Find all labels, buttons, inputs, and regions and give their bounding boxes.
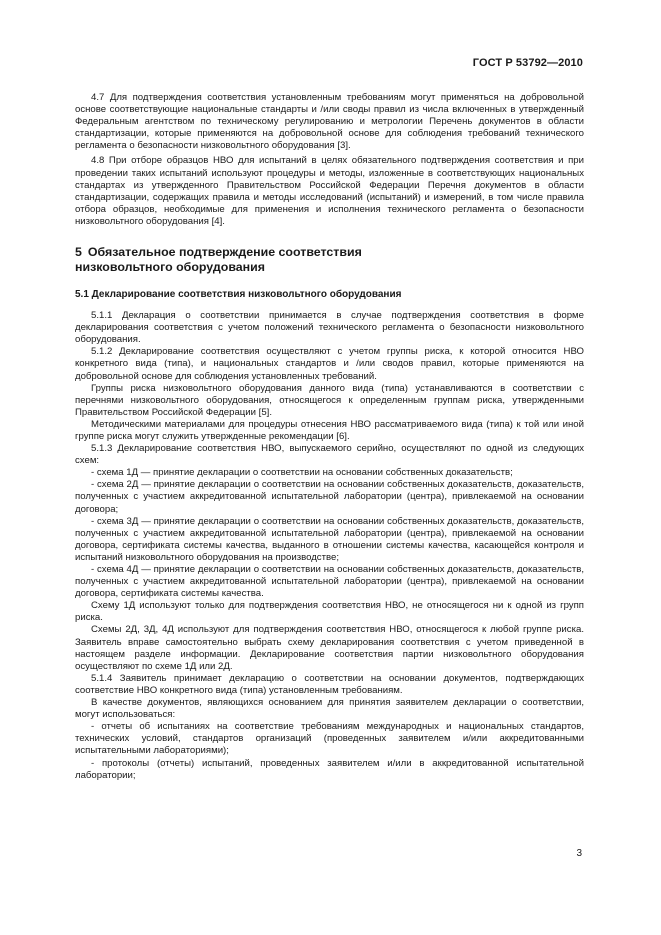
list-item-test-protocols: - протоколы (отчеты) испытаний, проведенных заявителем и/или в аккредитованной испытательной лаборатории; [75, 757, 584, 781]
paragraph-risk-groups: Группы риска низковольтного оборудования данного вида (типа) устанавливаются в соответствии с перечнями низковольтного оборудования, относящегося к определенным группам риска, утвержденными Правительством Российской Федерации [5]. [75, 382, 584, 418]
paragraph-schemes-2d-3d-4d-usage: Схемы 2Д, 3Д, 4Д используют для подтверждения соответствия НВО, относящегося к любой группе риска. Заявитель вправе самостоятельно выбрать схему декларирования соответствия с учетом приведенной в настоящем разделе информации. Декларирование соответствия партии низковольтного оборудования осуществляют по схеме 1Д или 2Д. [75, 624, 584, 672]
list-item-test-reports: - отчеты об испытаниях на соответствие требованиям международных и национальных стандартов, технических условий, стандартов организаций (проведенных заявителем и/или аккредитованными испытательными лабораториями); [75, 721, 584, 757]
paragraph-4-8: 4.8 При отборе образцов НВО для испытаний в целях обязательного подтверждения соответствия и при проведении таких испытаний используют процедуры и методы, изложенные в соответствующих национальных стандартах из утвержденного Правительством Российской Федерации Перечня документов в области стандартизации, содержащих правила и методы исследований (испытаний) и измерений, в том числе правила отбора образцов, необходимые для применения и исполнения технического регламента о безопасности низковольтного оборудования [4]. [75, 155, 584, 227]
paragraph-4-7: 4.7 Для подтверждения соответствия установленным требованиям могут применяться на добровольной основе соответствующие национальные стандарты и /или своды правил из числа включенных в утвержденный Федеральным агентством по техническому регулированию и метрологии Перечень документов в области стандартизации, которые применяются на добровольной основе для соблюдения требований технического регламента о безопасности низковольтного оборудования [3]. [75, 92, 584, 152]
paragraph-documents-basis: В качестве документов, являющихся основанием для принятия заявителем декларации о соответствии, могут использоваться: [75, 697, 584, 721]
paragraph-scheme-1d-usage: Схему 1Д используют только для подтверждения соответствия НВО, не относящегося ни к одной из групп риска. [75, 600, 584, 624]
list-item-scheme-4d: - схема 4Д — принятие декларации о соответствии на основании собственных доказательств, доказательств, полученных с участием аккредитованной испытательной лаборатории (центра), привлекаемой на основании договора, сертификата системы качества. [75, 564, 584, 600]
list-item-scheme-3d: - схема 3Д — принятие декларации о соответствии на основании собственных доказательств, доказательств, полученных с участием аккредитованной испытательной лаборатории (центра), привлекаемой на основании договора, сертификата системы качества, выданного в отношении системы качества, касающейся контроля и испытаний низковольтного оборудования на производстве; [75, 515, 584, 563]
section-5-title-line2: низковольтного оборудования [75, 260, 265, 275]
page-number: 3 [576, 848, 582, 859]
paragraph-methodology: Методическими материалами для процедуры отнесения НВО рассматриваемого вида (типа) к той или иной группе риска могут служить утвержденные рекомендации [6]. [75, 418, 584, 442]
list-item-scheme-2d: - схема 2Д — принятие декларации о соответствии на основании собственных доказательств, доказательств, полученных с участием аккредитованной испытательной лаборатории (центра), привлекаемой на основании договора; [75, 479, 584, 515]
section-5-title-line1: Обязательное подтверждение соответствия [87, 245, 362, 260]
document-code-header: ГОСТ Р 53792—2010 [472, 57, 583, 69]
paragraph-5-1-4: 5.1.4 Заявитель принимает декларацию о соответствии на основании документов, подтверждающих соответствие НВО конкретного вида (типа) установленным требованиям. [75, 672, 584, 696]
subsection-5-1-heading: 5.1 Декларирование соответствия низковольтного оборудования [75, 289, 402, 301]
list-item-scheme-1d: - схема 1Д — принятие декларации о соответствии на основании собственных доказательств; [91, 467, 513, 479]
paragraph-5-1-1: 5.1.1 Декларация о соответствии принимается в случае подтверждения соответствия в форме декларирования соответствия с учетом положений технического регламента о безопасности низковольтного оборудования. [75, 310, 584, 346]
paragraph-5-1-2: 5.1.2 Декларирование соответствия осуществляют с учетом группы риска, к которой относится НВО конкретного вида (типа), и национальных стандартов и /или сводов правил, которые применяются на добровольной основе для соблюдения установленных требований. [75, 346, 584, 382]
paragraph-5-1-3: 5.1.3 Декларирование соответствия НВО, выпускаемого серийно, осуществляют по одной из следующих схем: [75, 443, 584, 467]
document-body [75, 92, 584, 782]
section-5-number: 5 [75, 245, 82, 260]
section-5-heading [75, 245, 584, 275]
